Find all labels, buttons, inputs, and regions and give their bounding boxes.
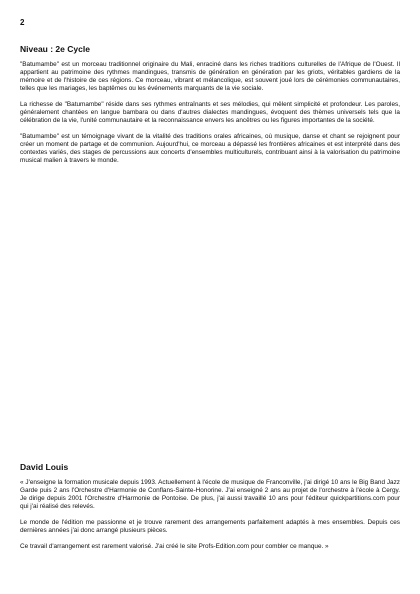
paragraph: "Batumambe" est un morceau traditionnel originaire du Mali, enraciné dans les riches traditions culturelles de l'Afrique de l'Ouest. Il appartient au patrimoine des rythmes mandingues, transmis de génération en génération par les griots, véritables gardiens de la mémoire et de l'histoire de ces régions. Ce morceau, vibrant et mélancolique, est souvent joué lors de cérémonies communautaires, telles que les mariages, les baptêmes ou les événements marquants de la vie sociale. <box>20 61 400 92</box>
paragraph: Ce travail d'arrangement est rarement valorisé. J'ai créé le site Profs-Edition.com pour combler ce manque. » <box>20 543 329 550</box>
paragraph: "Batumambe" est un témoignage vivant de la vitalité des traditions orales africaines, où musique, danse et chant se rejoignent pour créer un moment de partage et de communion. Aujourd'hui, ce morceau a dépassé les frontières africaines et est interprété dans des contextes variés, des stages de percussions aux concerts d'ensembles multiculturels, contribuant ainsi à la valorisation du patrimoine musical malien à travers le monde. <box>20 133 400 164</box>
author-heading: David Louis <box>20 462 69 472</box>
paragraph: « J'enseigne la formation musicale depuis 1993. Actuellement à l'école de musique de Franconville, j'ai dirigé 10 ans le Big Band Jazz Garde puis 2 ans l'Orchestre d'Harmonie de Conflans-Sainte-Honorine. J'ai enseigné 2 ans au projet de l'orchestre à l'école à Cergy. Je dirige depuis 2001 l'Orchestre d'Harmonie de Pontoise. De plus, j'ai aussi travaillé 10 ans pour l'éditeur quickpartitions.com pour qui j'ai réalisé des relevés. <box>20 479 400 510</box>
author-section <box>20 462 400 559</box>
page-number: 2 <box>20 18 25 27</box>
paragraph: Le monde de l'édition me passionne et je trouve rarement des arrangements parfaitement adaptés à mes ensembles. Depuis ces dernières années j'ai donc arrangé plusieurs pièces. <box>20 519 400 534</box>
paragraph: La richesse de "Batumambe" réside dans ses rythmes entraînants et ses mélodies, qui mêlent simplicité et profondeur. Les paroles, généralement chantées en langue bambara ou dans d'autres dialectes mandingues, évoquent des thèmes universels tels que la célébration de la vie, l'unité communautaire et la reconnaissance envers les ancêtres ou les figures importantes de la société. <box>20 101 400 124</box>
level-heading: Niveau : 2e Cycle <box>20 44 90 54</box>
level-section <box>20 44 400 173</box>
